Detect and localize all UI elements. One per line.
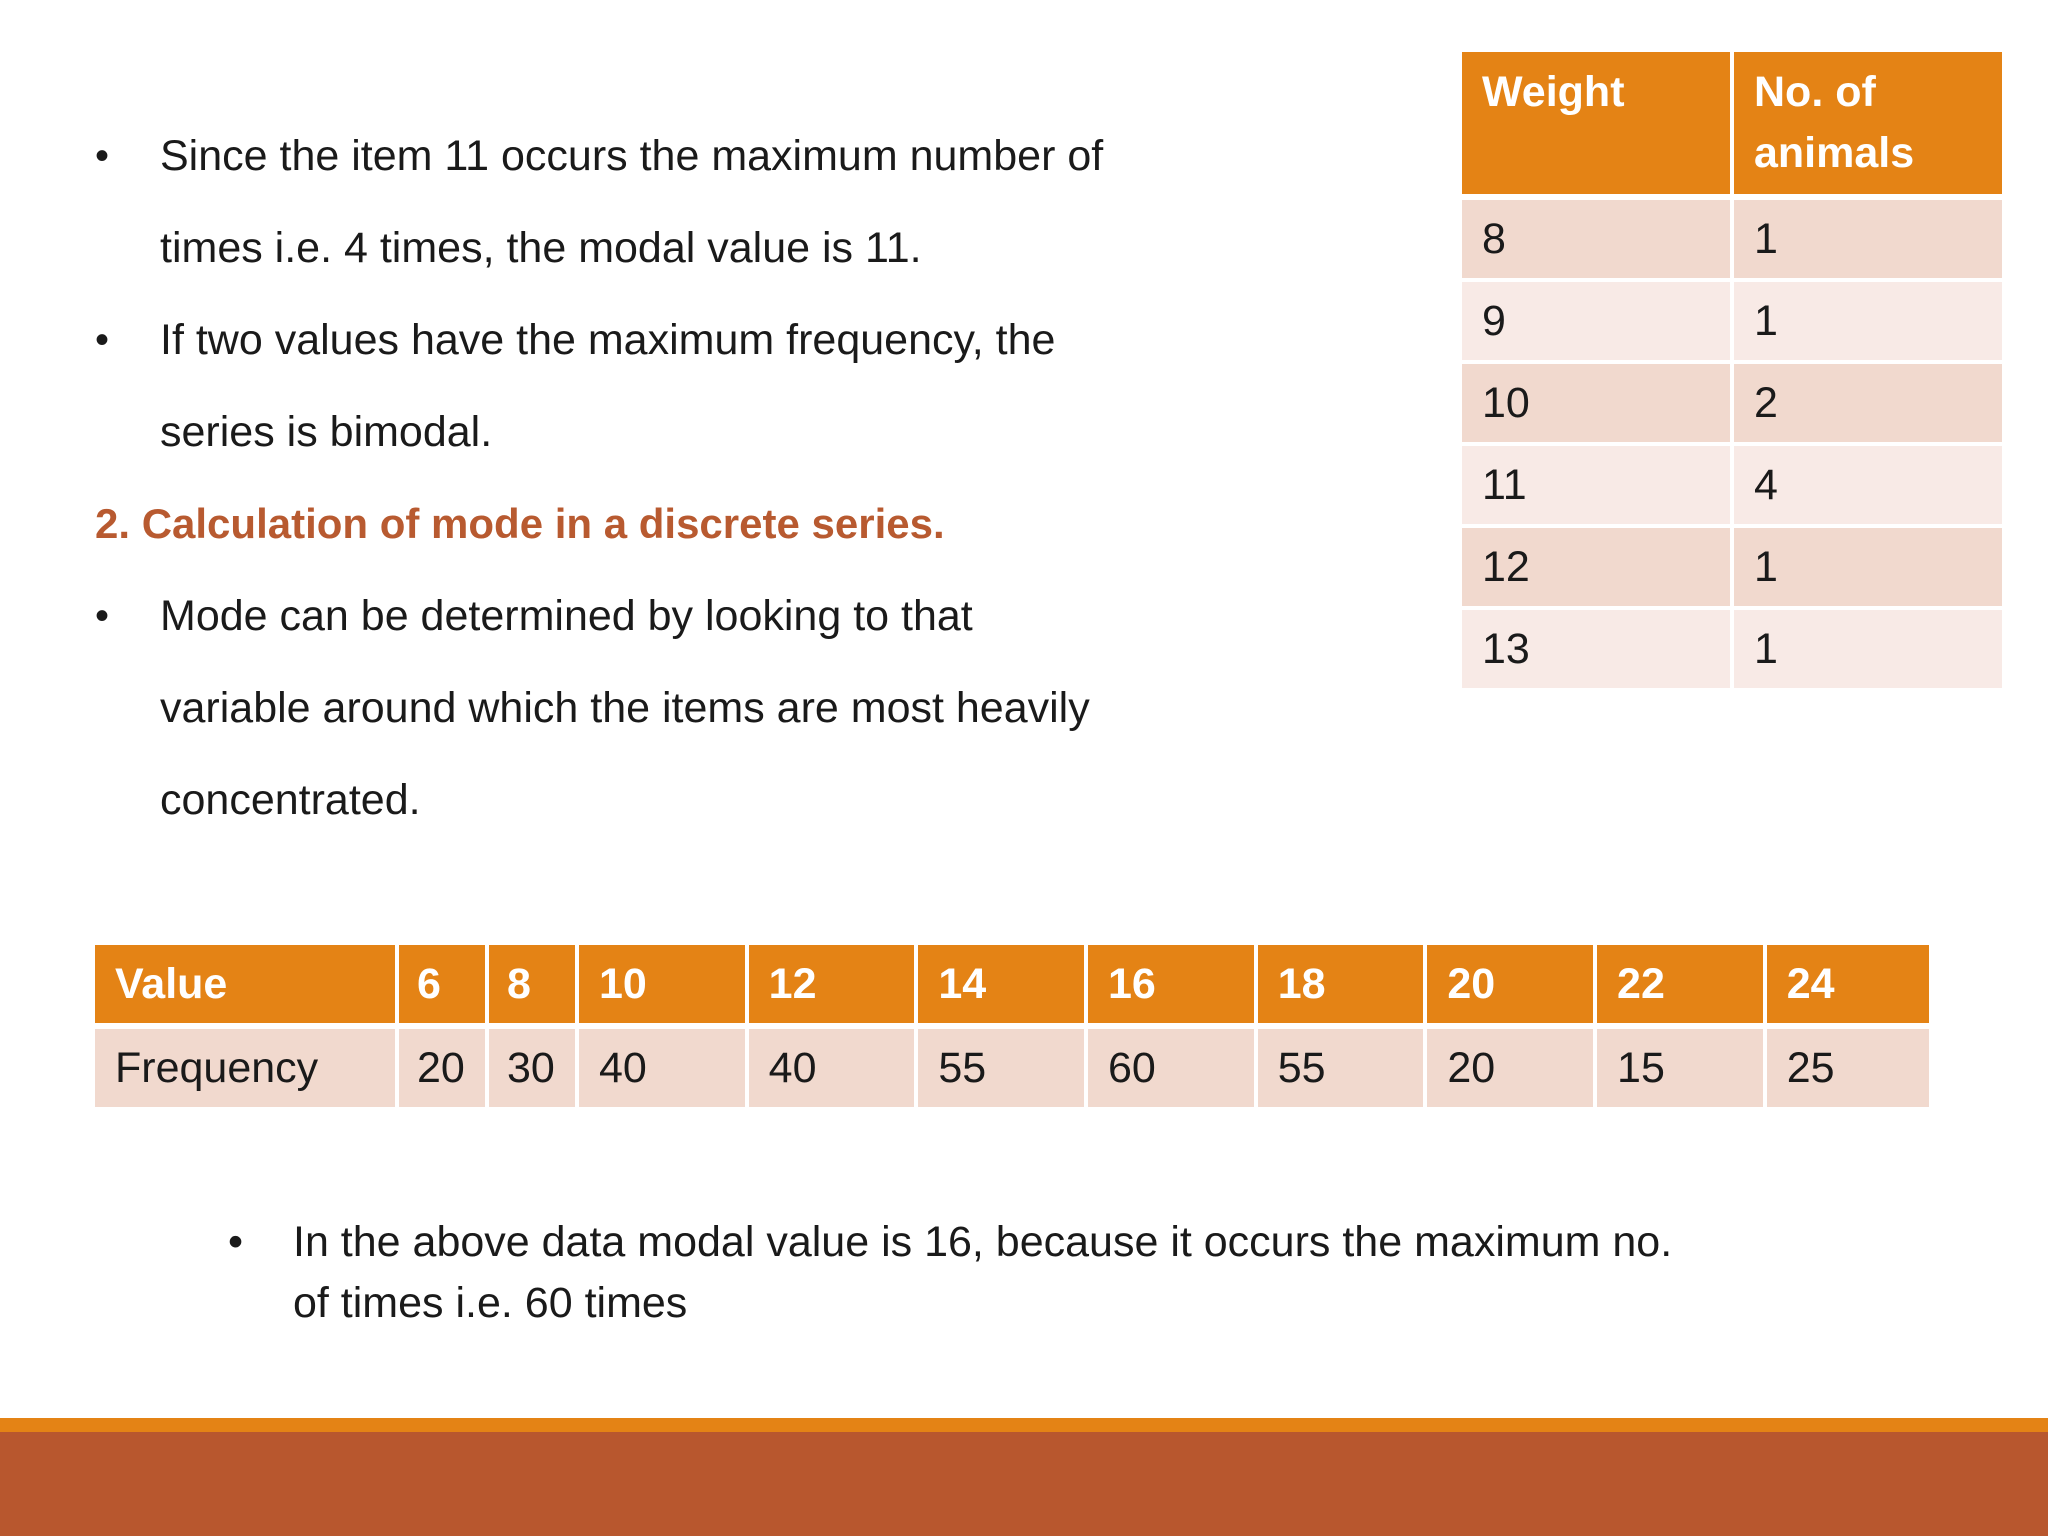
animals-cell: 1: [1734, 200, 2002, 282]
frequency-cell: 25: [1767, 1029, 1929, 1107]
value-cell: 24: [1767, 945, 1929, 1029]
animals-header-line1: No. of: [1754, 68, 1876, 116]
table-row: [1462, 364, 2002, 446]
frequency-row: [95, 1029, 1929, 1107]
table-header-row: [1462, 52, 2002, 200]
bullet-marker: •: [95, 318, 110, 362]
weight-header: Weight: [1462, 52, 1734, 200]
conclusion-list: [228, 1212, 1828, 1334]
bullet-continuation: [95, 754, 1425, 846]
value-cell: 14: [918, 945, 1088, 1029]
bullet-text: concentrated.: [160, 776, 421, 824]
frequency-cell: 30: [489, 1029, 579, 1107]
animals-cell: 4: [1734, 446, 2002, 528]
value-cell: 6: [399, 945, 489, 1029]
frequency-cell: 55: [1258, 1029, 1428, 1107]
weight-cell: 11: [1462, 446, 1734, 528]
frequency-cell: 20: [399, 1029, 489, 1107]
value-cell: 10: [579, 945, 749, 1029]
value-cell: 20: [1427, 945, 1597, 1029]
bullet-item: [95, 570, 1425, 662]
frequency-cell: 15: [1597, 1029, 1767, 1107]
frequency-cell: 40: [749, 1029, 919, 1107]
conclusion-line2: of times i.e. 60 times: [293, 1279, 688, 1327]
animals-header-line2: animals: [1754, 129, 1915, 177]
frequency-cell: 40: [579, 1029, 749, 1107]
conclusion-item: [228, 1212, 1828, 1334]
bullet-text: Since the item 11 occurs the maximum number of: [160, 132, 1104, 180]
table-row: [1462, 200, 2002, 282]
value-row-label: Value: [95, 945, 399, 1029]
value-cell: 12: [749, 945, 919, 1029]
weight-cell: 8: [1462, 200, 1734, 282]
weight-cell: 13: [1462, 610, 1734, 692]
frequency-table: [95, 945, 1929, 1107]
table-row: [1462, 282, 2002, 364]
bullet-text: Mode can be determined by looking to that: [160, 592, 973, 640]
bullet-continuation: [95, 202, 1425, 294]
footer-accent-line: [0, 1418, 2048, 1432]
animals-cell: 1: [1734, 610, 2002, 692]
frequency-cell: 60: [1088, 1029, 1258, 1107]
table-row: [1462, 610, 2002, 692]
frequency-cell: 20: [1427, 1029, 1597, 1107]
bullet-continuation: [95, 386, 1425, 478]
footer-bar: [0, 1432, 2048, 1536]
bullet-text: series is bimodal.: [160, 408, 493, 456]
bullet-marker: •: [228, 1218, 244, 1266]
animals-header: [1734, 52, 2002, 200]
frequency-cell: 55: [918, 1029, 1088, 1107]
section-heading-text: 2. Calculation of mode in a discrete series.: [95, 500, 945, 547]
value-cell: 16: [1088, 945, 1258, 1029]
conclusion-line1: In the above data modal value is 16, because it occurs the maximum no.: [293, 1218, 1673, 1266]
weight-cell: 12: [1462, 528, 1734, 610]
animals-cell: 2: [1734, 364, 2002, 446]
bullet-list: [95, 110, 1425, 846]
weight-table: [1462, 52, 2002, 692]
bullet-item: [95, 294, 1425, 386]
bullet-text: If two values have the maximum frequency, the: [160, 316, 1056, 364]
bullet-text: times i.e. 4 times, the modal value is 11.: [160, 224, 922, 272]
table-row: [1462, 528, 2002, 610]
table-row: [1462, 446, 2002, 528]
value-cell: 8: [489, 945, 579, 1029]
section-heading: [95, 478, 1425, 570]
animals-cell: 1: [1734, 282, 2002, 364]
weight-cell: 9: [1462, 282, 1734, 364]
bullet-marker: •: [95, 594, 110, 638]
value-cell: 18: [1258, 945, 1428, 1029]
bullet-text: variable around which the items are most heavily: [160, 684, 1090, 732]
weight-cell: 10: [1462, 364, 1734, 446]
value-cell: 22: [1597, 945, 1767, 1029]
bullet-item: [95, 110, 1425, 202]
bullet-continuation: [95, 662, 1425, 754]
value-row: [95, 945, 1929, 1029]
animals-cell: 1: [1734, 528, 2002, 610]
bullet-marker: •: [95, 134, 110, 178]
frequency-row-label: Frequency: [95, 1029, 399, 1107]
